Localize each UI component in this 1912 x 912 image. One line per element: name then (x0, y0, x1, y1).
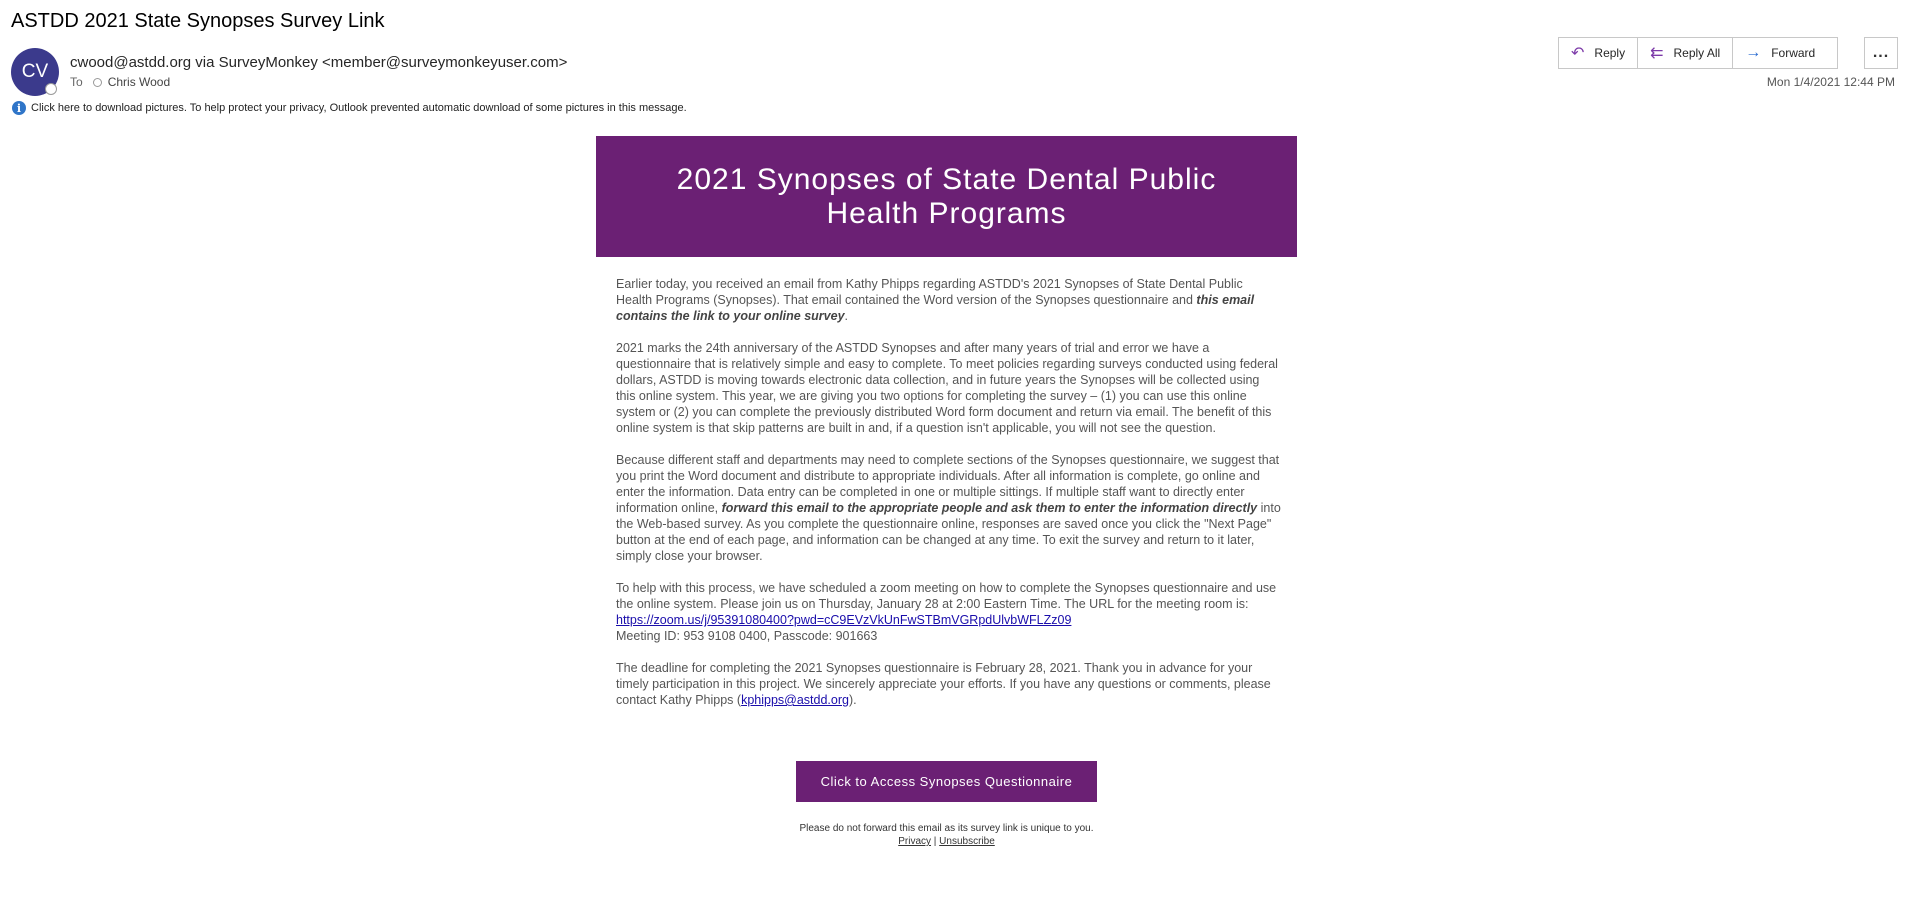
paragraph-anniversary: 2021 marks the 24th anniversary of the ASTDD Synopses and after many years of trial and error we have a questionnaire that is relatively simple and easy to complete. To meet policies regarding surveys conducted using federal dollars, ASTDD is moving towards electronic data collection, and in future years the Synopses will be collected using this online system. This year, we are giving you two options for completing the survey – (1) you can use this online system or (2) you can complete the previously distributed Word form document and return via email. The benefit of this online system is that skip patterns are built in and, if a question isn't applicable, you will not see the question. (616, 341, 1278, 435)
more-actions-button[interactable] (1864, 37, 1898, 69)
paragraph-deadline (616, 660, 1281, 708)
email-subject: ASTDD 2021 State Synopses Survey Link (11, 10, 385, 32)
instructions-end: into the Web-based survey. As you complete the questionnaire online, responses are saved once you click the "Next Page" button at the end of each page, and information can be changed at any time. To exit the survey and return to it later, simply close your browser. (616, 501, 1281, 563)
avatar-initials: CV (21, 61, 49, 82)
banner-title: 2021 Synopses of State Dental Public Health Programs (676, 162, 1217, 230)
footer-note: Please do not forward this email as its survey link is unique to you. (799, 823, 1094, 834)
instructions-text: Because different staff and departments may need to complete sections of the Synopses questionnaire, we suggest that you print the Word document and distribute to appropriate individuals. After all information is complete, go online and enter the information. Data entry can be completed in one or multiple sittings. If multiple staff want to directly enter information online, (616, 453, 1280, 515)
recipient-name[interactable]: Chris Wood (107, 75, 171, 89)
reply-icon: ↶ (1571, 45, 1585, 62)
meeting-id: Meeting ID: 953 9108 0400, Passcode: 901663 (616, 629, 878, 643)
recipient-presence-icon (93, 78, 102, 87)
paragraph-zoom (616, 580, 1281, 644)
forward-label: Forward (1771, 46, 1816, 60)
cta-label: Click to Access Synopses Questionnaire (820, 774, 1073, 789)
intro-text: Earlier today, you received an email from Kathy Phipps regarding ASTDD's 2021 Synopses of State Dental Public Health Programs (Synopses). That email contained the Word version of the Synopses questionnaire and (616, 277, 1243, 307)
reply-all-label: Reply All (1673, 46, 1721, 60)
paragraph-instructions (616, 452, 1281, 564)
to-label: To (70, 75, 83, 89)
reply-all-button[interactable] (1637, 37, 1733, 69)
reply-label: Reply (1594, 46, 1626, 60)
access-questionnaire-button[interactable] (796, 761, 1097, 802)
reply-button[interactable] (1558, 37, 1638, 69)
privacy-link[interactable]: Privacy (898, 836, 932, 847)
contact-email-link[interactable]: kphipps@astdd.org (741, 693, 849, 707)
recipient-line (70, 75, 170, 89)
deadline-text: The deadline for completing the 2021 Synopses questionnaire is February 28, 2021. Thank you in advance for your timely participation in this project. We sincerely appreciate your efforts. If you have any questions or comments, please contact Kathy Phipps ( (616, 661, 1271, 707)
footer-separator: | (931, 836, 940, 847)
presence-status-icon (45, 83, 57, 95)
intro-end: . (844, 309, 848, 323)
unsubscribe-link[interactable]: Unsubscribe (939, 836, 995, 847)
reply-all-icon: ⇇ (1650, 45, 1664, 62)
infobar-text[interactable]: Click here to download pictures. To help protect your privacy, Outlook prevented automatic download of some pictures in this message. (31, 102, 687, 114)
forward-button[interactable] (1732, 37, 1838, 69)
sender-address[interactable]: cwood@astdd.org via SurveyMonkey <member@surveymonkeyuser.com> (70, 54, 568, 71)
instructions-emphasis: forward this email to the appropriate people and ask them to enter the information directly (721, 501, 1258, 515)
zoom-text: To help with this process, we have scheduled a zoom meeting on how to complete the Synopses questionnaire and use the online system. Please join us on Thursday, January 28 at 2:00 Eastern Time. The URL for the meeting room is: (616, 581, 1277, 611)
download-pictures-infobar[interactable] (12, 101, 687, 115)
newsletter-banner (596, 136, 1297, 257)
intro-emphasis: this email contains the link to your online survey (616, 293, 1255, 323)
info-icon: i (12, 101, 26, 115)
message-date: Mon 1/4/2021 12:44 PM (1766, 75, 1895, 89)
forward-icon: → (1745, 44, 1762, 61)
message-actions (1559, 37, 1838, 69)
zoom-link[interactable]: https://zoom.us/j/95391080400?pwd=cC9EVzVkUnFwSTBmVGRpdUlvbWFLZz09 (616, 613, 1072, 627)
paragraph-intro (616, 276, 1281, 324)
footer-links (596, 836, 1297, 847)
more-icon: ... (1872, 44, 1890, 61)
email-body-text (616, 276, 1281, 724)
deadline-end: ). (848, 693, 857, 707)
